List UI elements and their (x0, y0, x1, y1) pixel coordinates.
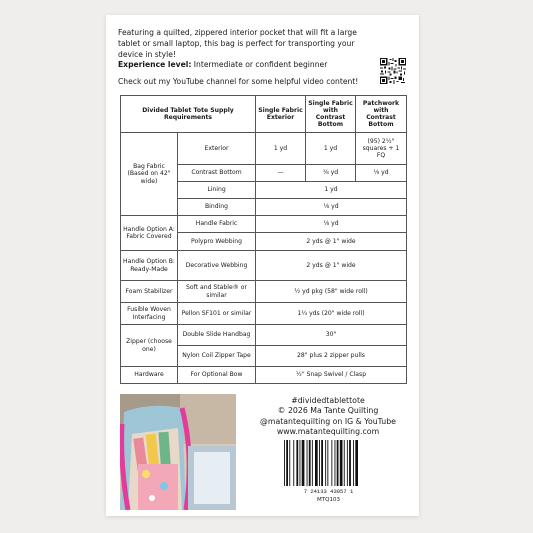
binding-value: ⅛ yd (256, 199, 407, 216)
handle-fabric-value: ⅛ yd (256, 216, 407, 233)
zipper-label: Zipper (choose one) (121, 325, 178, 367)
lining-value: 1 yd (256, 182, 407, 199)
table-row (121, 367, 407, 384)
foam-value: ½ yd pkg (58" wide roll) (256, 281, 407, 303)
footer-section (118, 392, 408, 512)
intro-text: Featuring a quilted, zippered interior pocket that will fit a large tablet or small laptop, this bag is perfect for transporting your device in style! (118, 28, 357, 59)
social-handle: @matantequilting on IG & YouTube (260, 416, 396, 426)
nylon-label: Nylon Coil Zipper Tape (178, 346, 256, 367)
table-row (121, 325, 407, 346)
hardware-sub: For Optional Bow (178, 367, 256, 384)
hardware-value: ½" Snap Swivel / Clasp (256, 367, 407, 384)
youtube-note: Check out my YouTube channel for some helpful video content! (118, 77, 359, 86)
qr-code-icon[interactable] (380, 58, 406, 84)
table-row (121, 133, 407, 165)
table-row (121, 303, 407, 325)
table-row (121, 216, 407, 233)
lining-label: Lining (178, 182, 256, 199)
foam-label: Foam Stabilizer (121, 281, 178, 303)
tote-bag-photo (120, 394, 236, 510)
hardware-label: Hardware (121, 367, 178, 384)
double-slide-value: 30" (256, 325, 407, 346)
barcode-digits: 7 24133 43057 1 (303, 488, 354, 495)
handle-fabric-label: Handle Fabric (178, 216, 256, 233)
hashtag: #dividedtablettote (291, 396, 365, 405)
column-header-single: Single Fabric Exterior (256, 96, 306, 133)
column-header-patchwork: Patchwork with Contrast Bottom (356, 96, 407, 133)
handle-a-label: Handle Option A: Fabric Covered (121, 216, 178, 251)
contrast-bottom-patchwork: ⅛ yd (356, 165, 407, 182)
exterior-patchwork: (95) 2½" squares + 1 FQ (356, 133, 407, 165)
table-title-header: Divided Tablet Tote Supply Requirements (121, 96, 256, 133)
exterior-single: 1 yd (256, 133, 306, 165)
decorative-value: 2 yds @ 1" wide (256, 251, 407, 281)
binding-label: Binding (178, 199, 256, 216)
supply-requirements-table (120, 95, 407, 384)
decorative-label: Decorative Webbing (178, 251, 256, 281)
contrast-bottom-label: Contrast Bottom (178, 165, 256, 182)
polypro-value: 2 yds @ 1" wide (256, 233, 407, 251)
copyright: © 2026 Ma Tante Quilting (277, 406, 379, 416)
fusible-label: Fusible Woven Interfacing (121, 303, 178, 325)
table-row (121, 251, 407, 281)
contrast-bottom-contrast: ⅛ yd (306, 165, 356, 182)
table-row (121, 281, 407, 303)
column-header-contrast: Single Fabric with Contrast Bottom (306, 96, 356, 133)
exterior-contrast: 1 yd (306, 133, 356, 165)
footer-text (253, 396, 403, 437)
experience-label: Experience level: (118, 60, 192, 69)
website-link[interactable]: www.matantequilting.com (276, 426, 380, 436)
polypro-label: Polypro Webbing (178, 233, 256, 251)
table-header-row (121, 96, 407, 133)
double-slide-label: Double Slide Handbag (178, 325, 256, 346)
bag-fabric-label: Bag Fabric (Based on 42" wide) (121, 133, 178, 216)
fusible-sub: Pellon SF101 or similar (178, 303, 256, 325)
nylon-value: 28" plus 2 zipper pulls (256, 346, 407, 367)
foam-sub: Soft and Stable® or similar (178, 281, 256, 303)
experience-level (118, 60, 327, 69)
sku-code: MTQ103 (317, 497, 340, 503)
barcode-icon (280, 440, 377, 495)
experience-value: Intermediate or confident beginner (191, 60, 328, 69)
handle-b-label: Handle Option B: Ready-Made (121, 251, 178, 281)
contrast-bottom-single: — (256, 165, 306, 182)
fusible-value: 1¼ yds (20" wide roll) (256, 303, 407, 325)
exterior-label: Exterior (178, 133, 256, 165)
